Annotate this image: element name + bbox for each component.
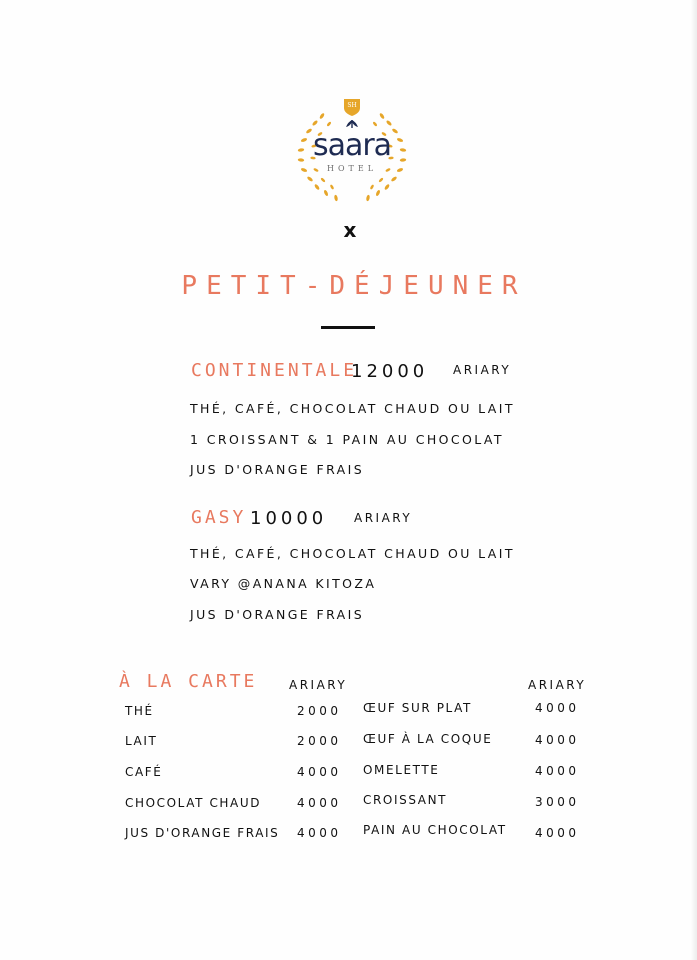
formula-unit: ARIARY (453, 363, 512, 377)
carte-left-header: ARIARY (289, 678, 348, 692)
carte-item-price: 4000 (535, 764, 580, 778)
carte-item-price: 2000 (297, 704, 342, 718)
formula-unit: ARIARY (354, 511, 413, 525)
carte-item-name: CHOCOLAT CHAUD (125, 796, 262, 810)
carte-item-price: 4000 (535, 733, 580, 747)
formula-price: 12000 (351, 361, 429, 382)
carte-item-name: THÉ (125, 704, 154, 718)
formula-name: GASY (191, 507, 247, 528)
saara-hotel-logo (288, 96, 416, 208)
formula-item: VARY @ANANA KITOZA (190, 576, 377, 591)
carte-title: À LA CARTE (119, 671, 258, 692)
carte-item-name: JUS D'ORANGE FRAIS (125, 826, 280, 840)
carte-item-price: 4000 (297, 826, 342, 840)
formula-item: 1 CROISSANT & 1 PAIN AU CHOCOLAT (190, 432, 504, 447)
collab-cross: x (343, 218, 357, 242)
formula-item: THÉ, CAFÉ, CHOCOLAT CHAUD OU LAIT (190, 401, 515, 416)
carte-item-price: 2000 (297, 734, 342, 748)
carte-item-name: ŒUF SUR PLAT (363, 701, 472, 715)
carte-item-name: PAIN AU CHOCOLAT (363, 823, 507, 837)
page-edge-shadow (691, 0, 697, 960)
carte-item-name: LAIT (125, 734, 158, 748)
logo-subtitle: HOTEL (326, 164, 378, 173)
formula-item: JUS D'ORANGE FRAIS (190, 607, 365, 622)
carte-item-name: ŒUF À LA COQUE (363, 732, 493, 746)
title-divider (321, 326, 375, 329)
formula-item: JUS D'ORANGE FRAIS (190, 462, 365, 477)
logo-badge: SH (347, 102, 357, 109)
carte-item-price: 4000 (535, 701, 580, 715)
formula-name: CONTINENTALE (191, 360, 358, 381)
page-title: PETIT-DÉJEUNER (181, 271, 527, 301)
carte-item-name: OMELETTE (363, 763, 440, 777)
carte-item-name: CROISSANT (363, 793, 448, 807)
carte-item-price: 3000 (535, 795, 580, 809)
carte-item-price: 4000 (297, 765, 342, 779)
formula-price: 10000 (250, 508, 328, 529)
carte-right-header: ARIARY (528, 678, 587, 692)
formula-item: THÉ, CAFÉ, CHOCOLAT CHAUD OU LAIT (190, 546, 515, 561)
carte-item-price: 4000 (535, 826, 580, 840)
logo-wordmark: saara (312, 128, 392, 163)
carte-item-price: 4000 (297, 796, 342, 810)
carte-item-name: CAFÉ (125, 765, 163, 779)
